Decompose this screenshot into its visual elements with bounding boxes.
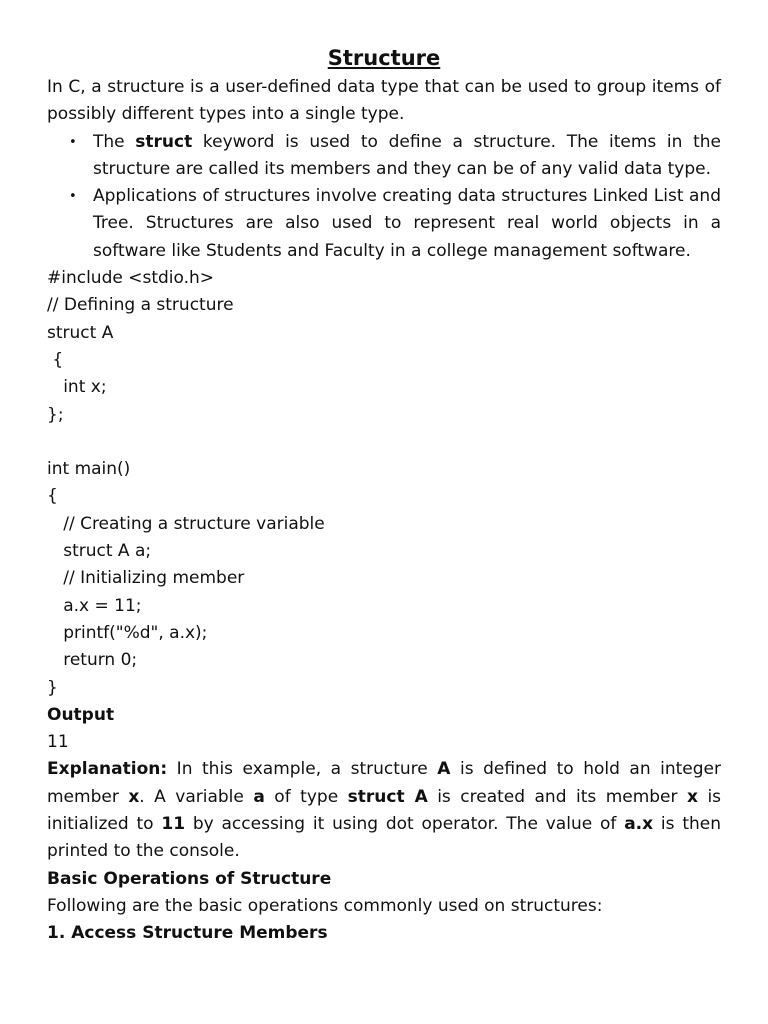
code-line: printf("%d", a.x); [47,622,208,643]
code-line: #include <stdio.h> [47,268,215,289]
code-line: int main() [47,459,131,480]
intro-paragraph: In C, a structure is a user-defined data type that can be used to group items of possibly different types into a single type. [47,77,721,125]
code-line: int x; [47,377,107,398]
access-members-heading: 1. Access Structure Members [47,923,328,944]
code-line: struct A a; [47,541,152,562]
page-title: Structure [327,46,441,70]
code-line: struct A [47,322,114,343]
output-value: 11 [47,732,69,753]
explanation-paragraph: Explanation: In this example, a structure A is defined to hold an integer member x. A variable a of type struct A is created and its member x is initialized to 11 by accessing it using dot operator. The value of a.x is then printed to the console. [47,759,722,862]
bullet-item-applications: • Applications of structures involve creating data structures Linked List and Tree. Structures are also used to represent real world objects in a software like Students and Faculty in a college management software. [93,183,721,265]
basic-operations-text: Following are the basic operations commonly used on structures: [47,895,603,916]
code-line: { [47,486,58,507]
code-line: }; [47,404,64,425]
basic-operations-heading: Basic Operations of Structure [47,868,332,889]
output-heading: Output [47,704,115,725]
code-line: { [47,349,64,370]
struct-keyword-bold: struct [135,131,193,152]
code-line: a.x = 11; [47,595,142,616]
code-line: } [47,677,58,698]
code-line: // Creating a structure variable [47,513,325,534]
document-page [47,44,721,948]
code-line: // Defining a structure [47,295,234,316]
blank-line [47,429,721,456]
explanation-label: Explanation: [47,759,168,780]
code-block [47,265,721,702]
code-line: return 0; [47,650,138,671]
code-line: // Initializing member [47,568,245,589]
bullet-item-struct-keyword: • The struct keyword is used to define a structure. The items in the structure are called its members and they can be of any valid data type. [93,129,721,184]
bullet-list [47,129,721,265]
